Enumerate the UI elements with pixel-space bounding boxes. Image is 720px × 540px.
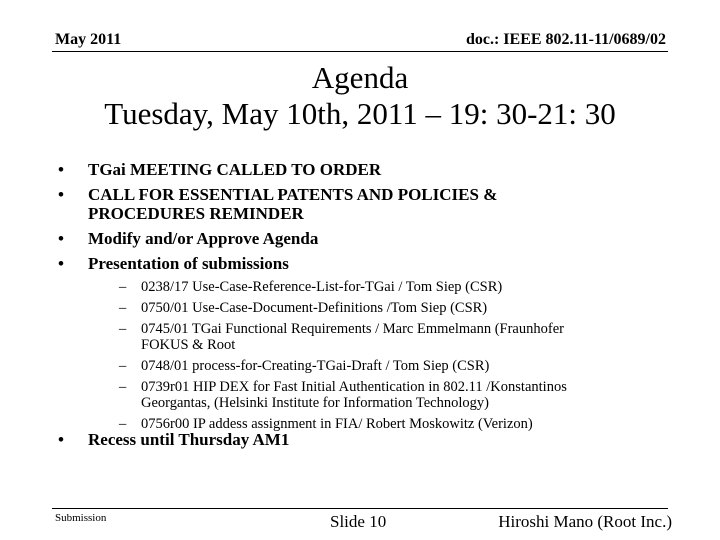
bullet-marker: •	[58, 160, 64, 179]
submission-text: 0745/01 TGai Functional Requirements / Marc Emmelmann (Fraunhofer	[141, 321, 564, 337]
agenda-item	[58, 160, 658, 179]
agenda-item	[58, 229, 658, 248]
dash-marker: –	[119, 416, 127, 432]
bullet-marker: •	[58, 430, 64, 449]
submission-text: 0739r01 HIP DEX for Fast Initial Authentication in 802.11 /Konstantinos	[141, 379, 567, 395]
agenda-list	[58, 160, 658, 438]
agenda-item	[58, 185, 658, 223]
submission-text: 0750/01 Use-Case-Document-Definitions /Tom Siep (CSR)	[141, 300, 488, 316]
submission-item	[119, 358, 658, 374]
agenda-item-text: TGai MEETING CALLED TO ORDER	[88, 160, 382, 179]
submission-item	[119, 379, 658, 411]
dash-marker: –	[119, 321, 127, 337]
title-line-2: Tuesday, May 10th, 2011 – 19: 30-21: 30	[104, 96, 616, 131]
recess-item	[58, 430, 289, 449]
dash-marker: –	[119, 379, 127, 395]
bullet-marker: •	[58, 185, 64, 204]
header-doc-id: doc.: IEEE 802.11-11/0689/02	[465, 31, 666, 48]
recess-text: Recess until Thursday AM1	[88, 430, 290, 449]
header-rule	[52, 51, 668, 52]
submission-text: 0748/01 process-for-Creating-TGai-Draft / Tom Siep (CSR)	[141, 358, 490, 374]
submission-text: FOKUS & Root	[141, 337, 236, 353]
title-line-1: Agenda	[311, 60, 409, 95]
bullet-marker: •	[58, 254, 64, 273]
submission-text: 0756r00 IP addess assignment in FIA/ Robert Moskowitz (Verizon)	[141, 416, 533, 432]
agenda-item-text: PROCEDURES REMINDER	[88, 204, 304, 223]
agenda-item-text: Modify and/or Approve Agenda	[88, 229, 319, 248]
dash-marker: –	[119, 300, 127, 316]
submission-text: Georgantas, (Helsinki Institute for Information Technology)	[141, 395, 489, 411]
submission-item	[119, 321, 658, 353]
agenda-item-text: CALL FOR ESSENTIAL PATENTS AND POLICIES &	[88, 185, 498, 204]
bullet-marker: •	[58, 229, 64, 248]
dash-marker: –	[119, 358, 127, 374]
slide-number: Slide 10	[330, 512, 387, 531]
submissions-list	[119, 279, 658, 432]
agenda-item-text: Presentation of submissions	[88, 254, 289, 273]
agenda-item	[58, 254, 658, 273]
dash-marker: –	[119, 279, 127, 295]
footer-rule	[52, 508, 668, 509]
footer-author: Hiroshi Mano (Root Inc.)	[498, 512, 672, 531]
submission-item	[119, 300, 658, 316]
slide-title	[0, 60, 720, 132]
submission-item	[119, 279, 658, 295]
submission-text: 0238/17 Use-Case-Reference-List-for-TGai / Tom Siep (CSR)	[141, 279, 503, 295]
header-date: May 2011	[55, 31, 122, 48]
footer-submission: Submission	[55, 512, 107, 524]
